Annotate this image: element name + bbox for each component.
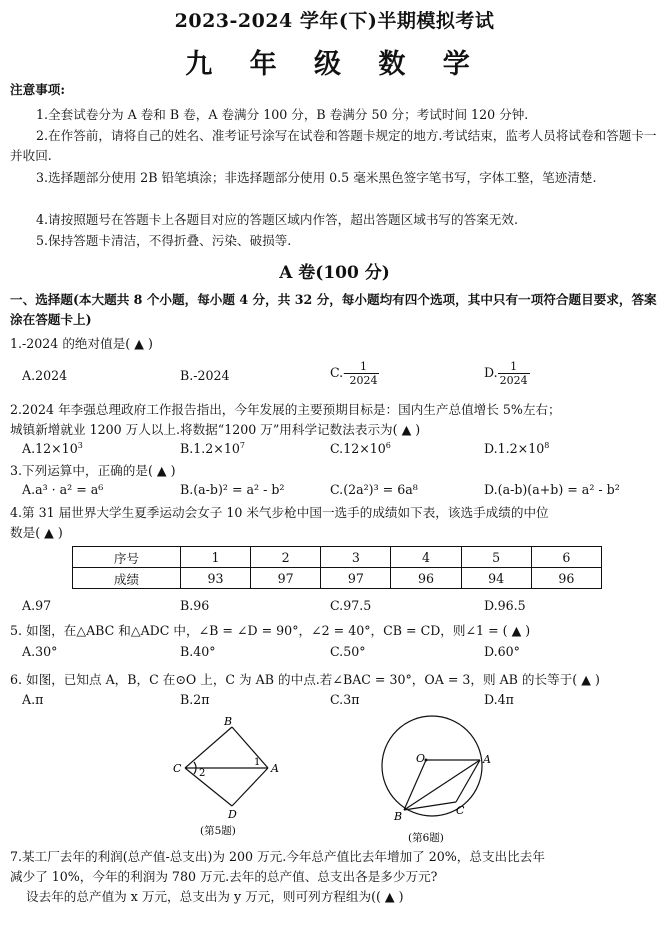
q1-option-c-prefix: C.- — [330, 365, 348, 380]
q2-line2 — [10, 420, 420, 440]
notice-item-3: 3.选择题部分使用 2B 铅笔填涂；非选择题部分使用 0.5 毫米黑色签字笔书写，字体工整，笔迹清楚. — [36, 170, 597, 185]
table-cell: 97 — [321, 568, 391, 589]
fig6-line-ac — [456, 760, 480, 802]
fig5-label-b: B — [224, 715, 233, 728]
fig5-line-cb — [185, 727, 232, 768]
q1-stem — [10, 334, 153, 354]
q2-line2-end: ) — [415, 422, 421, 437]
q1-option-a: A.2024 — [22, 368, 68, 383]
q7-line3 — [26, 887, 404, 907]
q4-option-c: C.97.5 — [330, 598, 372, 613]
part1-lead: 一、选择题(本大题共 8 个小题，每小题 4 分，共 32 分，每小题均有四个选项，其中只有一项符合题目要求，答案涂在答题卡上) — [10, 292, 657, 327]
answer-marker: ▲ — [511, 623, 522, 638]
fig6-label-b: B — [394, 810, 403, 823]
answer-marker: ▲ — [581, 672, 591, 687]
q1-option-b: B.-2024 — [180, 368, 230, 383]
q5-stem-end: ) — [525, 623, 531, 638]
notice-item-5: 5.保持答题卡清洁，不得折叠、污染、破损等. — [36, 233, 292, 248]
q6-stem-end: ) — [594, 672, 600, 687]
figure-6 — [370, 704, 510, 846]
q6-option-c: C.3π — [330, 692, 360, 707]
fig5-label-d: D — [228, 808, 237, 821]
table-cell: 94 — [461, 568, 531, 589]
fig6-caption: (第6题) — [408, 832, 444, 844]
q4-option-d: D.96.5 — [484, 598, 526, 613]
q5-option-a: A.30° — [22, 644, 58, 659]
table-cell: 2 — [251, 547, 321, 568]
table-row-score — [73, 568, 602, 589]
q2-option-d — [484, 441, 549, 456]
q3-stem-text: 3.下列运算中，正确的是( — [10, 463, 153, 478]
q6-option-d: D.4π — [484, 692, 514, 707]
q7-line3-text: 设去年的总产值为 x 万元，总支出为 y 万元，则可列方程组为(( — [26, 889, 381, 904]
q1-option-c-fraction — [347, 360, 379, 387]
answer-marker: ▲ — [44, 525, 54, 540]
table-cell: 成绩 — [73, 568, 181, 589]
q1-d-num: 1 — [498, 360, 530, 374]
answer-marker: ▲ — [156, 463, 167, 478]
fig5-line-cd — [185, 768, 232, 806]
q1-c-num: 1 — [347, 360, 379, 374]
q5-stem-text: 5. 如图，在△ABC 和△ADC 中，∠B = ∠D = 90°，∠2 = 40°，CB = CD，则∠1 = ( — [10, 623, 508, 638]
q5-stem — [10, 621, 530, 641]
table-cell: 93 — [180, 568, 250, 589]
q2-option-b — [180, 441, 245, 456]
q5-option-c: C.50° — [330, 644, 366, 659]
table-cell: 6 — [531, 547, 601, 568]
q5-option-b: B.40° — [180, 644, 216, 659]
subject-title: 九 年 级 数 学 — [185, 49, 484, 80]
q1-stem-text: 1.-2024 的绝对值是( — [10, 336, 131, 351]
fig6-label-c: C — [456, 804, 465, 817]
q1-c-den: 2024 — [349, 374, 378, 387]
q4-line1: 4.第 31 届世界大学生夏季运动会女子 10 米气步枪中国一选手的成绩如下表，该选手成绩的中位 — [10, 505, 549, 520]
fig5-label-a: A — [271, 762, 279, 775]
table-cell: 96 — [391, 568, 461, 589]
fig6-line-bc — [404, 802, 456, 810]
q4-option-a: A.97 — [22, 598, 52, 613]
fig5-label-1: 1 — [254, 757, 261, 768]
q2-line1: 2.2024 年李强总理政府工作报告指出，今年发展的主要预期目标是：国内生产总值增长 5%左右； — [10, 402, 561, 417]
q2-d-exp: 8 — [544, 441, 550, 450]
q1-d-den: 2024 — [499, 374, 528, 387]
q2-option-a — [22, 441, 83, 456]
notice-item-2: 2.在作答前，请将自己的姓名、准考证号涂写在试卷和答题卡规定的地方.考试结束，监考人员将试卷和答题卡一并收回. — [10, 128, 657, 163]
q6-option-a: A.π — [22, 692, 44, 707]
q2-c-text: C.12×10 — [330, 441, 386, 457]
answer-marker: ▲ — [134, 336, 144, 351]
q6-stem-text: 6. 如图，已知点 A，B，C 在⊙O 上，C 为 AB 的中点.若∠BAC = 30°，OA = 3，则 AB 的长等于( — [10, 672, 578, 687]
q4-line2-end: ) — [57, 525, 63, 540]
table-cell: 5 — [461, 547, 531, 568]
answer-marker: ▲ — [401, 422, 412, 437]
q3-stem-end: ) — [170, 463, 176, 478]
q1-stem-end: ) — [147, 336, 153, 351]
table-cell: 1 — [180, 547, 250, 568]
table-cell: 4 — [391, 547, 461, 568]
q2-a-exp: 3 — [77, 441, 83, 450]
table-row-index — [73, 547, 602, 568]
q4-line2-text: 数是( — [10, 525, 41, 540]
fig6-label-a: A — [483, 753, 491, 766]
q6-option-b: B.2π — [180, 692, 210, 707]
q6-stem — [10, 670, 600, 690]
q2-c-exp: 6 — [385, 441, 391, 450]
figure-5 — [170, 712, 290, 838]
q7-line1: 7.某工厂去年的利润(总产值-总支出)为 200 万元.今年总产值比去年增加了 20%，总支出比去年 — [10, 849, 545, 864]
q2-line2-text: 城镇新增就业 1200 万人以上.将数据“1200 万”用科学记数法表示为( — [10, 422, 398, 437]
q5-option-d: D.60° — [484, 644, 520, 659]
fig5-line-ba — [232, 727, 268, 768]
fig5-caption: (第5题) — [200, 825, 236, 837]
score-table — [72, 546, 602, 589]
exam-title: 2023-2024 学年(下)半期模拟考试 — [174, 10, 495, 32]
table-cell: 97 — [251, 568, 321, 589]
notice-label: 注意事项: — [10, 82, 66, 97]
q3-option-a: A.a³ · a² = a⁶ — [22, 482, 104, 497]
q3-option-c: C.(2a²)³ = 6a⁸ — [330, 482, 418, 497]
section-title: A 卷(100 分) — [279, 263, 390, 283]
fig6-circle — [382, 716, 482, 816]
q1-option-c — [330, 360, 379, 387]
fig5-label-2: 2 — [199, 768, 206, 779]
q2-b-text: B.1.2×10 — [180, 441, 240, 457]
table-cell: 序号 — [73, 547, 181, 568]
q7-line3-end: ) — [398, 889, 404, 904]
q2-b-exp: 7 — [239, 441, 245, 450]
q4-option-b: B.96 — [180, 598, 210, 613]
q3-option-d: D.(a-b)(a+b) = a² - b² — [484, 482, 620, 497]
q3-option-b: B.(a-b)² = a² - b² — [180, 482, 285, 497]
fig5-label-c: C — [173, 762, 182, 775]
q4-line2 — [10, 523, 63, 543]
q7-line2: 减少了 10%，今年的利润为 780 万元.去年的总产值、总支出各是多少万元? — [10, 869, 438, 884]
notice-item-1: 1.全套试卷分为 A 卷和 B 卷，A 卷满分 100 分，B 卷满分 50 分；考试时间 120 分钟. — [36, 107, 529, 122]
table-cell: 96 — [531, 568, 601, 589]
q2-option-c — [330, 441, 391, 456]
q2-d-text: D.1.2×10 — [484, 441, 545, 457]
q3-stem — [10, 461, 176, 481]
fig5-line-da — [232, 768, 268, 806]
q2-a-text: A.12×10 — [22, 441, 78, 457]
table-cell: 3 — [321, 547, 391, 568]
q1-option-d-prefix: D. — [484, 365, 498, 380]
q1-option-d-fraction — [498, 360, 530, 387]
notice-item-4: 4.请按照题号在答题卡上各题目对应的答题区域内作答，超出答题区域书写的答案无效. — [36, 212, 518, 227]
answer-marker: ▲ — [384, 889, 395, 904]
fig6-label-o: O — [416, 752, 426, 765]
q1-option-d — [484, 360, 530, 387]
